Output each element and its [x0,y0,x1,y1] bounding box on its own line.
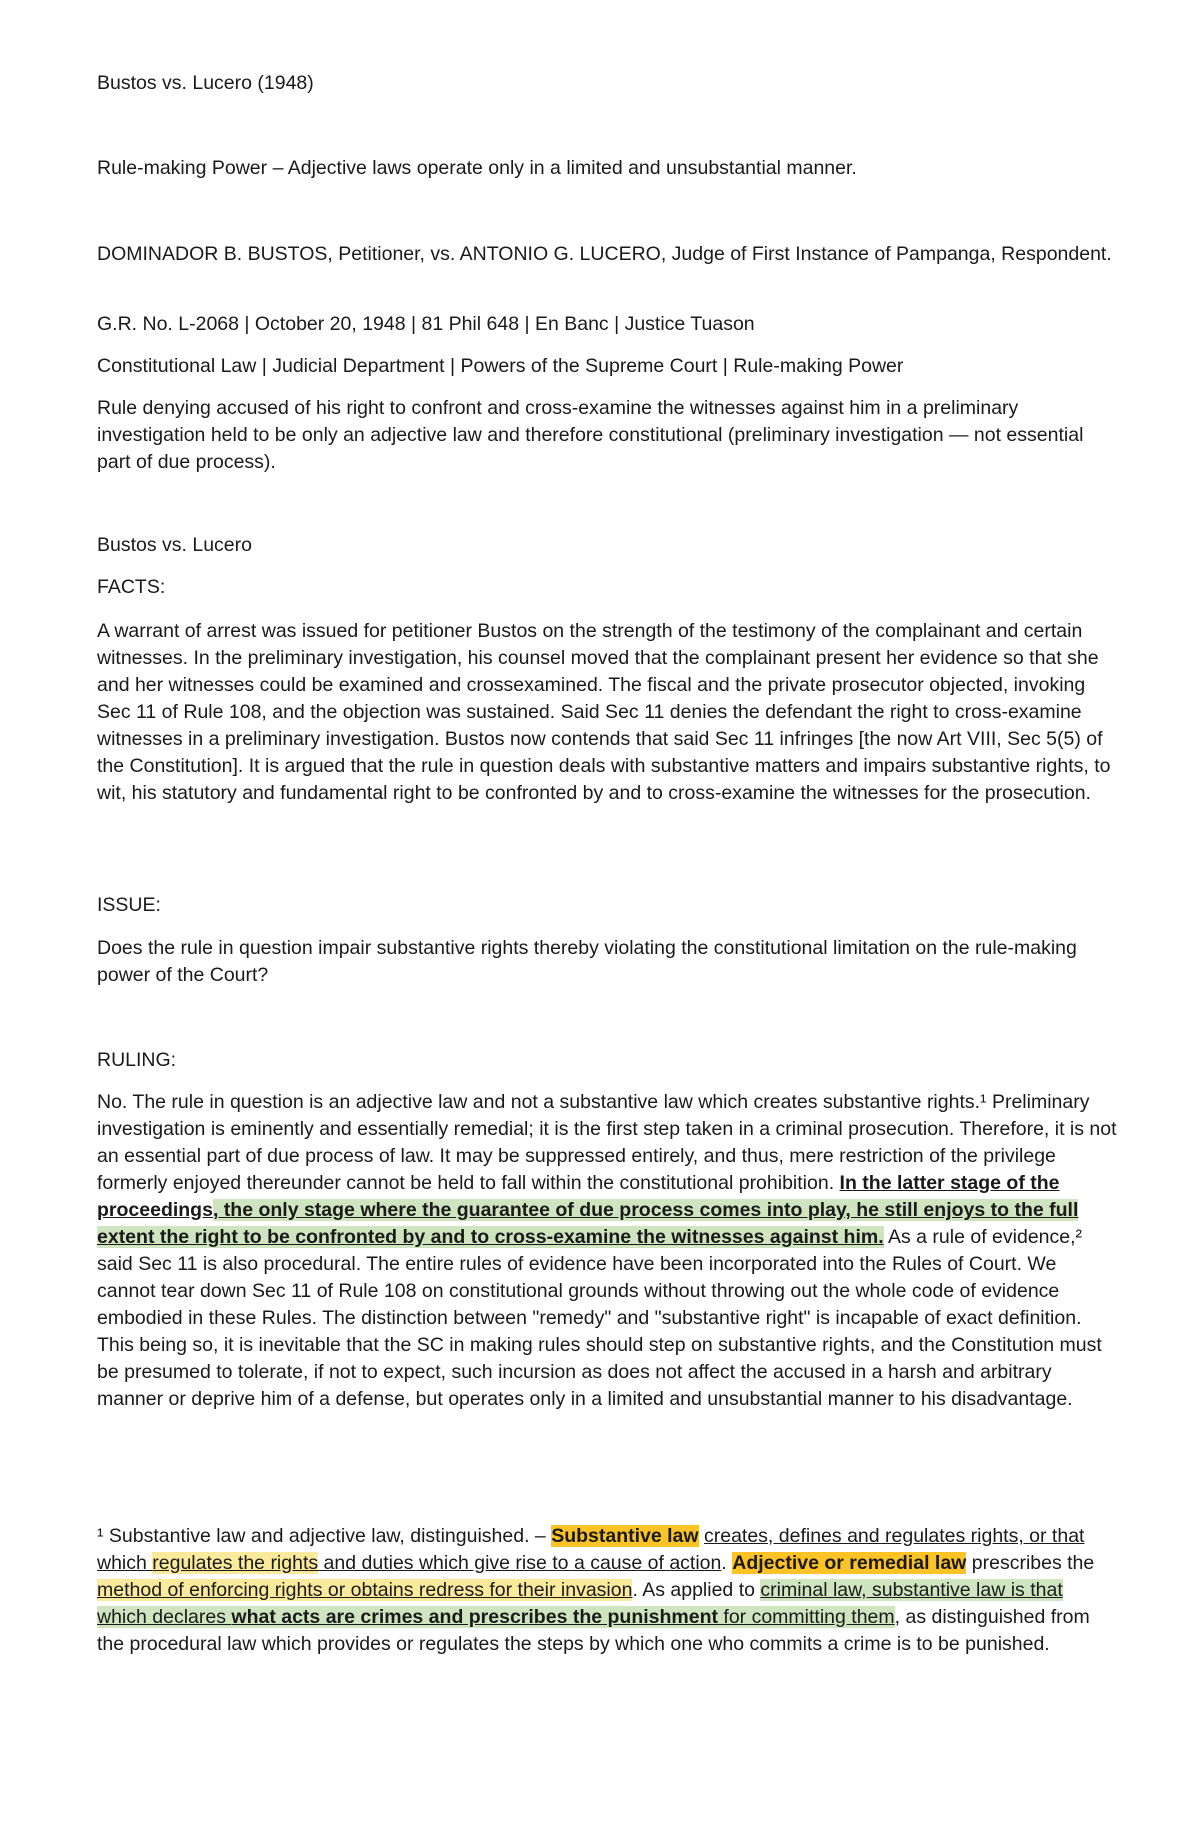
topic-line: Rule-making Power – Adjective laws operate only in a limited and unsubstantial manner. [97,157,857,179]
issue-body: Does the rule in question impair substantive rights thereby violating the constitutional limitation on the rule-making power of the Court? [97,937,1077,986]
footnote-closing: , as distinguished from the procedural law which provides or regulates the steps by which one who commits a crime is to be punished. [97,1606,1090,1655]
ruling-body [97,1089,1117,1413]
short-title: Bustos vs. Lucero [97,534,252,556]
ruling-heading: RULING: [97,1049,177,1071]
footnote-criminal-law: criminal law, substantive law is that which declares [97,1579,1063,1628]
footnote-cause-of-action: and duties which give rise to a cause of action [318,1552,722,1574]
footnote [97,1523,1117,1658]
footnote-sep: . [721,1552,733,1574]
parties: DOMINADOR B. BUSTOS, Petitioner, vs. ANTONIO G. LUCERO, Judge of First Instance of Pampanga, Respondent. [97,243,1112,265]
ruling-emphasis-2: , the only stage where the guarantee of due process comes into play, he still enjoys to the full extent the right to be confronted by and to cross-examine the witnesses against him. [97,1199,1079,1248]
ruling-emphasis-1: In the latter stage of the proceedings [97,1172,1060,1221]
issue-heading: ISSUE: [97,894,161,916]
facts-heading: FACTS: [97,576,166,598]
footnote-adjective-def: method of enforcing rights or obtains redress for their invasion [97,1579,633,1601]
footnote-intro: ¹ Substantive law and adjective law, distinguished. – [97,1525,552,1547]
footnote-applied: . As applied to [632,1579,761,1601]
footnote-term-substantive: Substantive law [551,1525,699,1547]
case-summary: Rule denying accused of his right to confront and cross-examine the witnesses against him in a preliminary investigation held to be only an adjective law and therefore constitutional (preliminary investigation — not essential part of due process). [97,397,1084,473]
footnote-committing: for committing them [718,1606,895,1628]
footnote-prescribes: prescribes the [966,1552,1095,1574]
ruling-text-2: As a rule of evidence,² said Sec 11 is also procedural. The entire rules of evidence have been incorporated into the Rules of Court. We cannot tear down Sec 11 of Rule 108 on constitutional grounds without throwing out the whole code of evidence embodied in these Rules. The distinction between "remedy" and "substantive right" is incapable of exact definition. This being so, it is inevitable that the SC in making rules should step on substantive rights, and the Constitution must be presumed to tolerate, if not to expect, such incursion as does not affect the accused in a harsh and arbitrary manner or deprive him of a defense, but operates only in a limited and unsubstantial manner to his disadvantage. [97,1226,1102,1410]
citation: G.R. No. L-2068 | October 20, 1948 | 81 Phil 648 | En Banc | Justice Tuason [97,313,755,335]
footnote-substantive-def: creates, defines and regulates rights, or that which [97,1525,1085,1574]
ruling-text-1: No. The rule in question is an adjective law and not a substantive law which creates substantive rights.¹ Preliminary investigation is eminently and essentially remedial; it is the first step taken in a criminal prosecution. Therefore, it is not an essential part of due process of law. It may be suppressed entirely, and thus, mere restriction of the privilege formerly enjoyed thereunder cannot be held to fall within the constitutional prohibition. [97,1091,1117,1194]
case-title: Bustos vs. Lucero (1948) [97,72,314,94]
footnote-crimes-punishment: what acts are crimes and prescribes the punishment [231,1606,718,1628]
footnote-term-adjective: Adjective or remedial law [732,1552,967,1574]
footnote-regulates-rights: regulates the rights [152,1552,319,1574]
classification: Constitutional Law | Judicial Department | Powers of the Supreme Court | Rule-making Power [97,355,904,377]
facts-body: A warrant of arrest was issued for petitioner Bustos on the strength of the testimony of the complainant and certain witnesses. In the preliminary investigation, his counsel moved that the complainant present her evidence so that she and her witnesses could be examined and crossexamined. The fiscal and the private prosecutor objected, invoking Sec 11 of Rule 108, and the objection was sustained. Said Sec 11 denies the defendant the right to cross-examine witnesses in a preliminary investigation. Bustos now contends that said Sec 11 infringes [the now Art VIII, Sec 5(5) of the Constitution]. It is argued that the rule in question deals with substantive matters and impairs substantive rights, to wit, his statutory and fundamental right to be confronted by and to cross-examine the witnesses for the prosecution. [97,620,1111,804]
